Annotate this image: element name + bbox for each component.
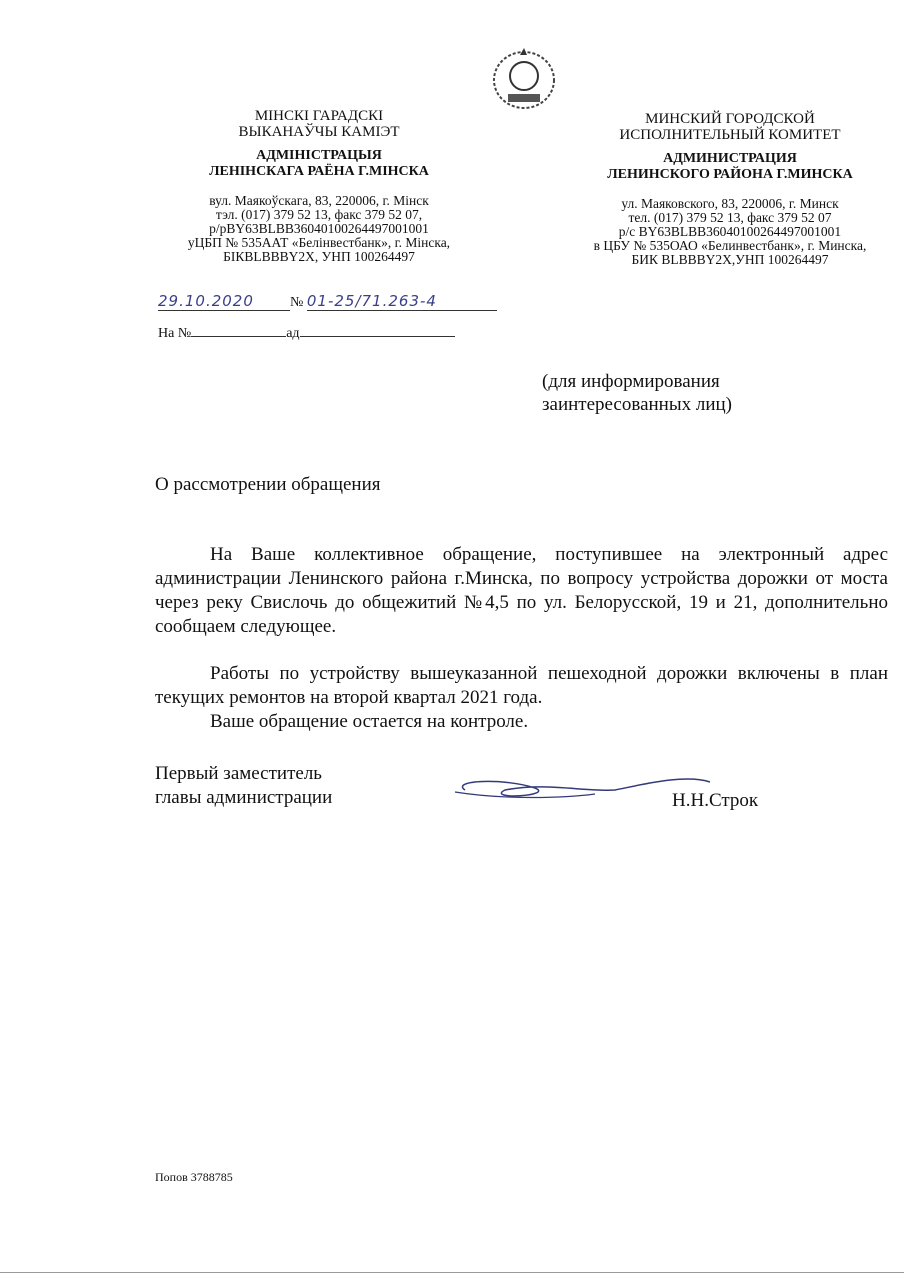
handwritten-date: 29.10.2020 — [158, 292, 290, 311]
paragraph: Ваше обращение остается на контроле. — [210, 711, 529, 732]
state-emblem-icon — [486, 46, 562, 112]
addressee-line: заинтересованных лиц) — [542, 394, 732, 415]
header-line: МИНСКИЙ ГОРОДСКОЙ — [645, 111, 815, 127]
address-line: БИК BLBBBY2X,УНП 100264497 — [631, 252, 829, 267]
org-name: ЛЕНІНСКАГА РАЁНА Г.МІНСКА — [209, 164, 429, 179]
header-line: ВЫКАНАЎЧЫ КАМІЭТ — [238, 124, 400, 140]
title-line: главы администрации — [155, 787, 333, 808]
org-name: АДМІНІСТРАЦЫЯ — [256, 148, 382, 163]
signatory-title — [155, 762, 332, 810]
number-label: № — [290, 295, 304, 310]
reference-line — [158, 326, 455, 342]
paragraph: Работы по устройству вышеуказанной пешеходной дорожки включены в план текущих ремонтов на второй квартал 2021 года. — [155, 663, 888, 708]
address-line: уЦБП № 535ААТ «Белінвестбанк», г. Мінска, — [187, 235, 451, 250]
letter-body — [155, 543, 888, 734]
page-edge — [0, 1272, 904, 1273]
subject: О рассмотрении обращения — [155, 474, 381, 495]
header-line: МІНСКІ ГАРАДСКІ — [254, 108, 384, 124]
address-line: р/с BY63BLBB36040100264497001001 — [618, 224, 842, 239]
signatory-name: Н.Н.Строк — [672, 790, 759, 811]
on-number-label: На № — [158, 326, 192, 341]
addressee — [542, 370, 732, 416]
address-line: тэл. (017) 379 52 13, факс 379 52 07, — [215, 207, 423, 222]
title-line: Первый заместитель — [155, 763, 322, 784]
header-line: ИСПОЛНИТЕЛЬНЫЙ КОМИТЕТ — [619, 127, 841, 143]
address-line: вул. Маякоўскага, 83, 220006, г. Мінск — [209, 193, 429, 208]
addressee-line: (для информирования — [542, 371, 720, 392]
registration-line — [158, 292, 497, 311]
org-name: ЛЕНИНСКОГО РАЙОНА Г.МИНСКА — [607, 167, 853, 182]
address-line: тел. (017) 379 52 13, факс 379 52 07 — [628, 210, 832, 225]
address-line: БІКBLBBBY2X, УНП 100264497 — [223, 249, 415, 264]
org-name: АДМИНИСТРАЦИЯ — [663, 151, 797, 166]
right-header — [555, 111, 904, 267]
paragraph: На Ваше коллективное обращение, поступившее на электронный адрес администрации Ленинского района г.Минска, по вопросу устройства дорожки от моста через реку Свислочь до общежитий №4,5 по ул. Белорусской, 19 и 21, дополнительно сообщаем следующее. — [155, 544, 888, 637]
handwritten-number: 01-25/71.263-4 — [307, 292, 497, 311]
address-line: р/рBY63BLBB36040100264497001001 — [209, 221, 429, 236]
left-header — [160, 108, 478, 264]
address-line: ул. Маяковского, 83, 220006, г. Минск — [621, 196, 839, 211]
executor-footer: Попов 3788785 — [155, 1170, 233, 1184]
address-line: в ЦБУ № 535ОАО «Белинвестбанк», г. Минска, — [593, 238, 867, 253]
from-label: ад — [286, 326, 300, 341]
